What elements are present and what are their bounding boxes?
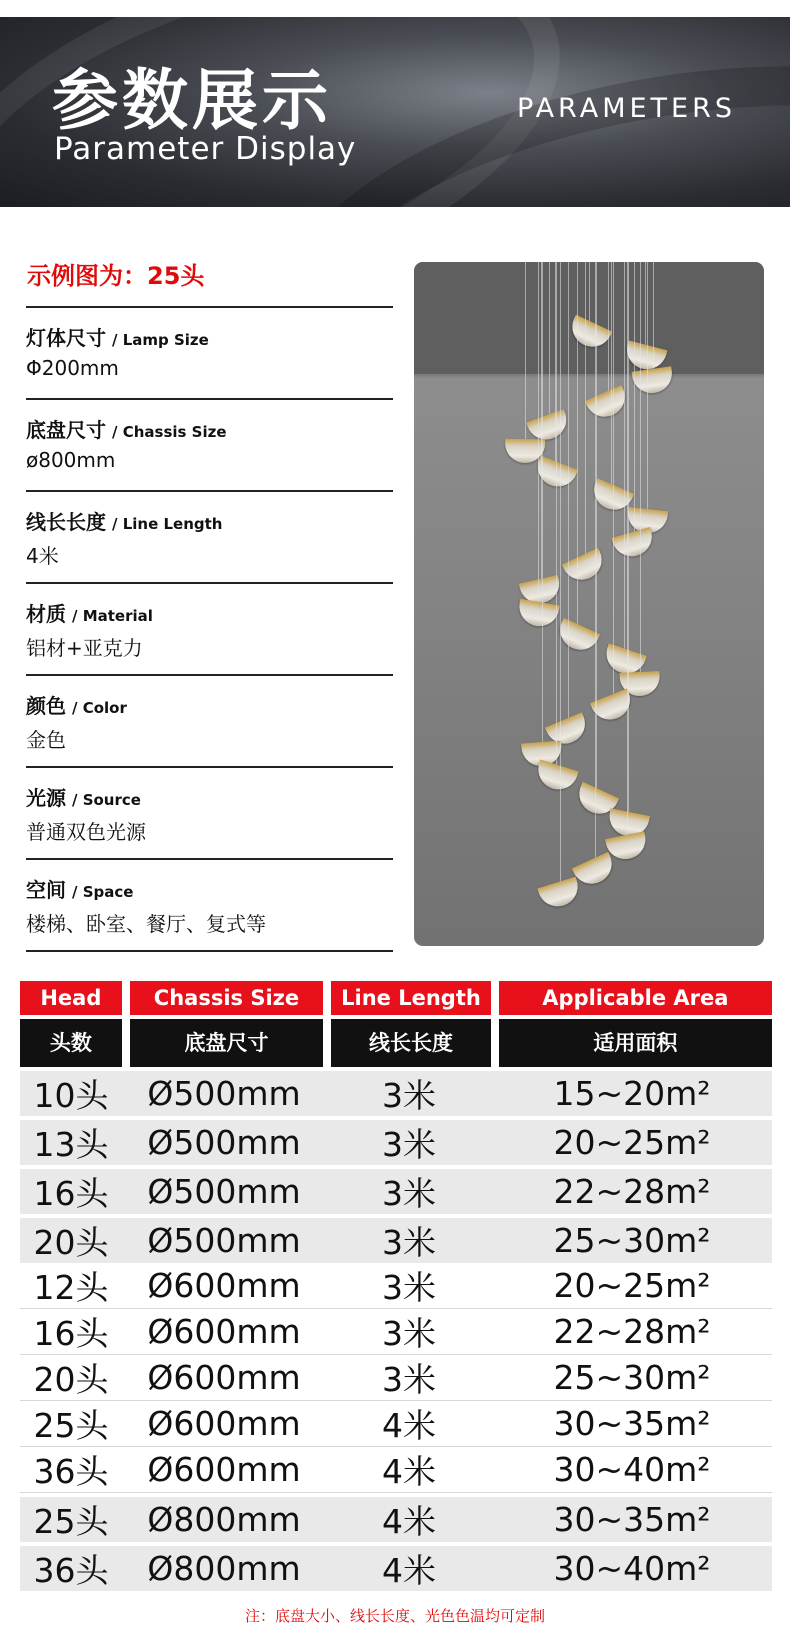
pendant-shade [554,618,600,656]
pendant-wire [645,262,646,345]
pendant-wire [640,262,641,672]
pendant-shade [590,689,636,726]
cell-chassis-size: Ø600mm [147,1450,301,1489]
cell-head: 12头 [33,1268,109,1307]
spec-divider [26,950,393,952]
pendant-wire [596,262,597,789]
cell-chassis-size: Ø800mm [147,1549,301,1588]
cell-chassis-size: Ø600mm [147,1358,301,1397]
spec-label: 光源 [26,786,66,810]
spec-space [26,858,393,950]
spec-label: 空间 [26,878,66,902]
pendant-wire [628,262,629,812]
cell-chassis-size: Ø500mm [147,1123,301,1162]
pendant-wire [568,262,569,719]
pendant-shade [631,366,674,395]
pendant-wire [653,262,654,369]
cell-head: 10头 [33,1076,109,1115]
cell-line-length: 3米 [382,1268,436,1307]
spec-label: 灯体尺寸 [26,326,106,350]
cell-head: 20头 [33,1223,109,1262]
spec-label-en: / Lamp Size [112,331,209,349]
table-row [20,1263,772,1309]
cell-line-length: 3米 [382,1314,436,1353]
cell-head: 20头 [33,1360,109,1399]
table-header-cn [20,1015,772,1067]
cell-line-length: 3米 [382,1125,436,1164]
cell-chassis-size: Ø600mm [147,1404,301,1443]
pendant-wire [538,262,539,602]
cell-head: 25头 [33,1406,109,1445]
cell-applicable-area: 25~30m² [553,1358,711,1397]
spec-line-length [26,490,393,582]
spec-chassis-size [26,398,393,490]
header-banner [0,17,790,207]
pendant-wire [585,262,586,555]
header-head-cn: 头数 [20,1019,122,1067]
cell-line-length: 4米 [382,1452,436,1491]
pendant-wire [577,262,578,625]
spec-value: 金色 [26,728,66,752]
pendant-wire [608,262,609,392]
spec-source [26,766,393,858]
cell-head: 25头 [33,1502,109,1541]
cell-head: 36头 [33,1452,109,1491]
pendant-shade [612,527,657,561]
spec-label-en: / Source [72,791,141,809]
pendant-shade [537,877,582,912]
spec-label-en: / Material [72,607,153,625]
table-row [20,1120,772,1165]
pendant-shade [517,599,561,629]
pendant-wire [613,262,614,695]
spec-label: 材质 [26,602,66,626]
product-photo [414,262,764,946]
pendant-wire [542,262,543,742]
cell-line-length: 3米 [382,1076,436,1115]
spec-label-en: / Line Length [112,515,223,533]
page-title: 参数展示 [52,62,332,139]
header-applicable-area-cn: 适用面积 [499,1019,772,1067]
spec-list [26,306,393,952]
cell-applicable-area: 20~25m² [553,1266,711,1305]
pendant-wire [624,262,625,649]
cell-applicable-area: 22~28m² [553,1312,711,1351]
pendant-wire [525,262,526,439]
cell-applicable-area: 20~25m² [553,1123,711,1162]
header-chassis-size-cn: 底盘尺寸 [130,1019,323,1067]
pendant-wire [595,262,596,859]
cell-applicable-area: 22~28m² [553,1172,711,1211]
table-body [20,1071,772,1591]
pendant-wire [556,262,557,765]
cell-applicable-area: 30~35m² [553,1500,711,1539]
spec-lamp-size [26,306,393,398]
header-head: Head [20,981,122,1015]
pendant-wire [589,262,590,322]
cell-line-length: 3米 [382,1223,436,1262]
pendant-wire [627,262,628,835]
spec-value: 楼梯、卧室、餐厅、复式等 [26,912,266,936]
spec-value: Φ200mm [26,356,119,380]
pendant-shade [572,851,618,890]
cell-applicable-area: 25~30m² [553,1221,711,1260]
pendant-wire [647,262,648,509]
header-chassis-size: Chassis Size [130,981,323,1015]
cell-applicable-area: 30~35m² [553,1404,711,1443]
spec-value: 普通双色光源 [26,820,146,844]
spec-color [26,674,393,766]
spec-value: 铝材+亚克力 [26,636,143,660]
cell-head: 16头 [33,1174,109,1213]
cell-line-length: 3米 [382,1360,436,1399]
cell-head: 16头 [33,1314,109,1353]
pendant-wire [549,262,550,415]
table-row [20,1546,772,1591]
spec-label: 底盘尺寸 [26,418,106,442]
cell-line-length: 4米 [382,1406,436,1445]
table-row [20,1447,772,1493]
page-subtitle: Parameter Display [54,131,357,167]
header-line-length-cn: 线长长度 [331,1019,491,1067]
spec-label: 颜色 [26,694,66,718]
cell-applicable-area: 30~40m² [553,1450,711,1489]
pendant-wire [634,262,635,532]
spec-material [26,582,393,674]
banner-label: PARAMETERS [517,93,736,124]
cell-line-length: 4米 [382,1551,436,1590]
table-row [20,1497,772,1542]
spec-table [20,981,772,1591]
cell-applicable-area: 15~20m² [553,1074,711,1113]
header-applicable-area: Applicable Area [499,981,772,1015]
spec-value: 4米 [26,544,59,568]
footnote: 注：底盘大小、线长长度、光色色温均可定制 [244,1607,545,1625]
spec-label: 线长长度 [26,510,106,534]
cell-applicable-area: 30~40m² [553,1549,711,1588]
table-row [20,1401,772,1447]
cell-chassis-size: Ø500mm [147,1172,301,1211]
cell-chassis-size: Ø500mm [147,1074,301,1113]
spec-label-en: / Color [72,699,127,717]
spec-label-en: / Space [72,883,134,901]
sample-caption: 示例图为：25头 [27,262,205,290]
table-row [20,1355,772,1401]
cell-line-length: 3米 [382,1174,436,1213]
header-line-length: Line Length [331,981,491,1015]
table-row [20,1169,772,1214]
spec-label-en: / Chassis Size [112,423,227,441]
table-row [20,1218,772,1263]
table-row [20,1309,772,1355]
table-row [20,1071,772,1116]
spec-value: ø800mm [26,448,116,472]
cell-chassis-size: Ø500mm [147,1221,301,1260]
cell-head: 36头 [33,1551,109,1590]
pendant-wire [560,262,561,882]
cell-chassis-size: Ø600mm [147,1266,301,1305]
table-header-en [20,981,772,1015]
cell-chassis-size: Ø800mm [147,1500,301,1539]
cell-head: 13头 [33,1125,109,1164]
cell-line-length: 4米 [382,1502,436,1541]
cell-chassis-size: Ø600mm [147,1312,301,1351]
pendant-wire [611,262,612,485]
pendant-shade [533,760,578,795]
